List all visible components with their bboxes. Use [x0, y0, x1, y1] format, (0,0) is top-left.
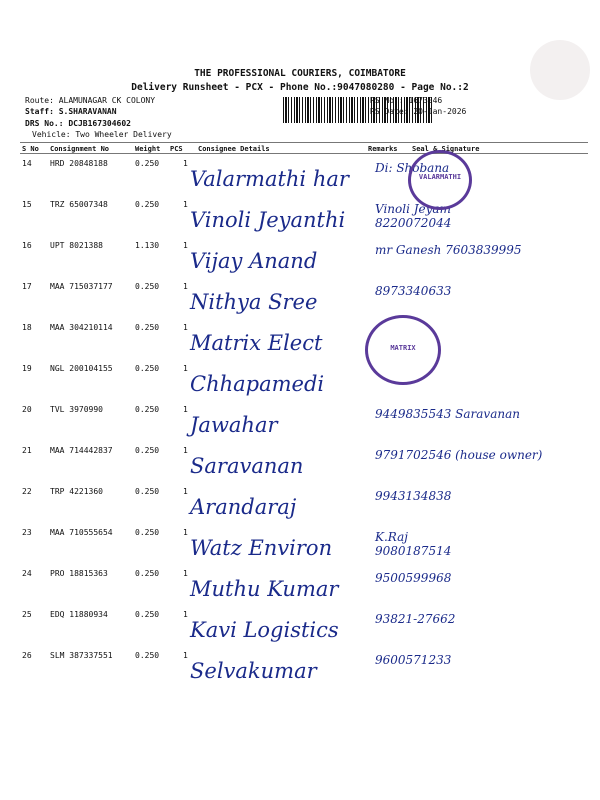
consignee-name: Jawahar	[190, 413, 278, 437]
consignee-name: Vinoli Jeyanthi	[190, 208, 346, 232]
consignee-name: Chhapamedi	[190, 372, 325, 396]
signature-note: 9943134838	[375, 489, 452, 503]
table-row	[0, 321, 600, 362]
runsheet-subtitle: Delivery Runsheet - PCX - Phone No.:9047080280 - Page No.:2	[131, 82, 469, 93]
signature-note: 93821-27662	[375, 612, 456, 626]
cell-consignment: NGL 200104155	[50, 364, 113, 373]
signature-note: 9791702546 (house owner)	[375, 448, 543, 462]
company-title: THE PROFESSIONAL COURIERS, COIMBATORE	[194, 68, 406, 79]
consignee-name: Matrix Elect	[190, 331, 323, 355]
signature-note: K.Raj 9080187514	[375, 530, 452, 558]
cell-weight: 0.250	[135, 405, 160, 414]
col-sno: S No	[22, 145, 39, 153]
cell-weight: 0.250	[135, 651, 160, 660]
consignee-name: Saravanan	[190, 454, 304, 478]
col-pcs: PCS	[170, 145, 183, 153]
cell-pcs: 1	[183, 282, 188, 291]
col-signature: Seal & Signature	[412, 145, 480, 153]
cell-pcs: 1	[183, 200, 188, 209]
table-row	[0, 198, 600, 239]
cell-weight: 0.250	[135, 159, 160, 168]
cell-pcs: 1	[183, 159, 188, 168]
cell-pcs: 1	[183, 487, 188, 496]
cell-pcs: 1	[183, 405, 188, 414]
cell-pcs: 1	[183, 569, 188, 578]
cell-weight: 0.250	[135, 569, 160, 578]
consignee-name: Nithya Sree	[190, 290, 318, 314]
cell-weight: 1.130	[135, 241, 160, 250]
table-row	[0, 362, 600, 403]
vehicle-label: Vehicle: Two Wheeler Delivery	[32, 130, 172, 139]
cell-sno: 23	[22, 528, 32, 537]
cell-pcs: 1	[183, 446, 188, 455]
cell-weight: 0.250	[135, 364, 160, 373]
header-bottom-line	[20, 153, 588, 154]
cell-sno: 18	[22, 323, 32, 332]
cell-consignment: TRP 4221360	[50, 487, 103, 496]
drs-label: DRS No.: DCJB167304602	[25, 119, 131, 128]
cell-sno: 24	[22, 569, 32, 578]
table-row	[0, 485, 600, 526]
table-row	[0, 649, 600, 690]
col-consignee: Consignee Details	[198, 145, 270, 153]
cell-sno: 20	[22, 405, 32, 414]
col-weight: Weight	[135, 145, 161, 153]
staff-label: Staff: S.SHARAVANAN	[25, 107, 117, 116]
cell-weight: 0.250	[135, 200, 160, 209]
valarmathi-seal	[408, 150, 472, 210]
cell-consignment: MAA 304210114	[50, 323, 113, 332]
rs-date-label: RS Date: 20-Jan-2026	[370, 107, 467, 116]
table-row	[0, 239, 600, 280]
cell-pcs: 1	[183, 323, 188, 332]
cell-consignment: MAA 715037177	[50, 282, 113, 291]
cell-sno: 14	[22, 159, 32, 168]
cell-pcs: 1	[183, 528, 188, 537]
table-row	[0, 157, 600, 198]
cell-pcs: 1	[183, 241, 188, 250]
consignee-name: Vijay Anand	[190, 249, 318, 273]
cell-pcs: 1	[183, 364, 188, 373]
consignee-name: Watz Environ	[190, 536, 333, 560]
signature-note: 9500599968	[375, 571, 452, 585]
valarmathi-seal-text: VALARMATHI	[418, 173, 462, 181]
table-row	[0, 403, 600, 444]
table-row	[0, 444, 600, 485]
consignee-name: Arandaraj	[190, 495, 297, 519]
cell-sno: 22	[22, 487, 32, 496]
table-row	[0, 526, 600, 567]
cell-pcs: 1	[183, 651, 188, 660]
cell-consignment: UPT 8021388	[50, 241, 103, 250]
consignee-name: Valarmathi har	[190, 167, 349, 191]
col-consignment: Consignment No	[50, 145, 110, 153]
signature-note: 9600571233	[375, 653, 452, 667]
cell-sno: 15	[22, 200, 32, 209]
cell-consignment: MAA 710555654	[50, 528, 113, 537]
cell-consignment: HRD 20848188	[50, 159, 108, 168]
cell-pcs: 1	[183, 610, 188, 619]
cell-consignment: PRO 18815363	[50, 569, 108, 578]
cell-sno: 16	[22, 241, 32, 250]
signature-note: mr Ganesh 7603839995	[375, 243, 522, 257]
cell-consignment: EDQ 11880934	[50, 610, 108, 619]
header-top-line	[20, 142, 588, 143]
cell-consignment: MAA 714442837	[50, 446, 113, 455]
rs-no-label: RS No.: 1673046	[370, 96, 443, 105]
cell-weight: 0.250	[135, 323, 160, 332]
cell-sno: 17	[22, 282, 32, 291]
signature-note: Di: Shobana	[375, 161, 450, 175]
cell-sno: 25	[22, 610, 32, 619]
table-row	[0, 608, 600, 649]
table-row	[0, 567, 600, 608]
signature-note: Vinoli Jeyam 8220072044	[375, 202, 452, 230]
consignee-name: Kavi Logistics	[190, 618, 339, 642]
cell-weight: 0.250	[135, 528, 160, 537]
matrix-seal	[365, 315, 441, 385]
signature-note: 8973340633	[375, 284, 452, 298]
signature-note: 9449835543 Saravanan	[375, 407, 520, 421]
cell-weight: 0.250	[135, 610, 160, 619]
cell-weight: 0.250	[135, 282, 160, 291]
cell-consignment: SLM 387337551	[50, 651, 113, 660]
consignee-name: Muthu Kumar	[190, 577, 339, 601]
cell-weight: 0.250	[135, 487, 160, 496]
cell-consignment: TVL 3970990	[50, 405, 103, 414]
cell-sno: 26	[22, 651, 32, 660]
cell-sno: 19	[22, 364, 32, 373]
col-remarks: Remarks	[368, 145, 398, 153]
consignee-name: Selvakumar	[190, 659, 317, 683]
cell-sno: 21	[22, 446, 32, 455]
matrix-seal-text: MATRIX	[390, 344, 416, 352]
cell-consignment: TRZ 65007348	[50, 200, 108, 209]
route-label: Route: ALAMUNAGAR CK COLONY	[25, 96, 156, 105]
table-row	[0, 280, 600, 321]
cell-weight: 0.250	[135, 446, 160, 455]
